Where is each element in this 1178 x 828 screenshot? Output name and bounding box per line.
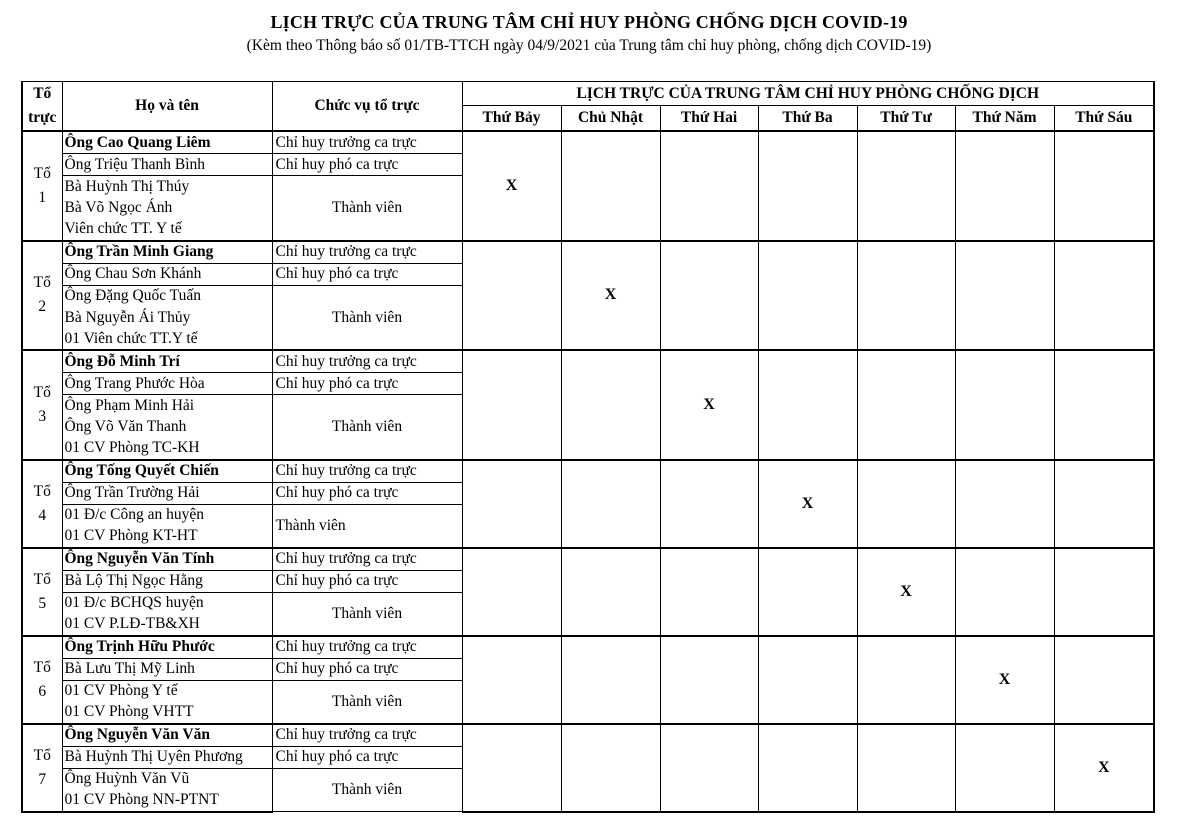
members-role: Thành viên bbox=[272, 395, 462, 460]
schedule-cell bbox=[462, 131, 561, 241]
to-truc-label: Tổ bbox=[33, 482, 51, 500]
schedule-cell bbox=[462, 724, 561, 812]
member-name: Bà Nguyễn Ái Thủy bbox=[62, 307, 272, 329]
duty-mark: X bbox=[900, 582, 912, 600]
duty-schedule-table bbox=[21, 81, 1155, 813]
table-row bbox=[22, 350, 1154, 373]
schedule-cell bbox=[1054, 724, 1154, 812]
member-name: Ông Đặng Quốc Tuấn bbox=[62, 285, 272, 307]
schedule-cell bbox=[758, 131, 857, 241]
deputy-role: Chỉ huy phó ca trực bbox=[272, 570, 462, 592]
to-truc-number: 4 bbox=[38, 506, 47, 524]
lead-role: Chỉ huy trưởng ca trực bbox=[272, 724, 462, 747]
members-role: Thành viên bbox=[272, 768, 462, 812]
schedule-cell bbox=[955, 350, 1054, 460]
lead-name: Ông Nguyễn Văn Tính bbox=[62, 548, 272, 571]
to-truc-number: 7 bbox=[38, 770, 47, 788]
member-name: Viên chức TT. Y tế bbox=[62, 219, 272, 241]
schedule-cell bbox=[955, 636, 1054, 724]
header-day-thu-hai: Thứ Hai bbox=[660, 106, 758, 131]
schedule-cell bbox=[857, 241, 955, 351]
schedule-cell bbox=[660, 724, 758, 812]
schedule-cell bbox=[561, 350, 660, 460]
duty-mark: X bbox=[801, 494, 814, 512]
deputy-role: Chỉ huy phó ca trực bbox=[272, 482, 462, 504]
schedule-cell bbox=[1054, 350, 1154, 460]
lead-role: Chỉ huy trưởng ca trực bbox=[272, 548, 462, 571]
member-name: 01 Đ/c Công an huyện bbox=[62, 504, 272, 526]
schedule-cell bbox=[660, 241, 758, 351]
header-day-thu-ba: Thứ Ba bbox=[758, 106, 857, 131]
member-name: 01 CV Phòng Y tế bbox=[62, 680, 272, 702]
member-name: Ông Võ Văn Thanh bbox=[62, 416, 272, 438]
to-truc-label: Tổ bbox=[33, 746, 51, 764]
to-truc-cell bbox=[22, 724, 62, 812]
member-name: Ông Phạm Minh Hải bbox=[62, 395, 272, 417]
schedule-cell bbox=[1054, 241, 1154, 351]
schedule-cell bbox=[462, 350, 561, 460]
deputy-role: Chỉ huy phó ca trực bbox=[272, 373, 462, 395]
header-to-truc-line-1: Tổ bbox=[33, 85, 52, 102]
lead-role: Chỉ huy trưởng ca trực bbox=[272, 241, 462, 264]
lead-name: Ông Trần Minh Giang bbox=[62, 241, 272, 264]
to-truc-cell bbox=[22, 131, 62, 241]
table-row bbox=[22, 131, 1154, 154]
schedule-cell bbox=[462, 548, 561, 636]
schedule-cell bbox=[462, 460, 561, 548]
to-truc-label: Tổ bbox=[33, 164, 51, 182]
schedule-cell bbox=[857, 724, 955, 812]
schedule-cell bbox=[955, 131, 1054, 241]
schedule-cell bbox=[955, 241, 1054, 351]
schedule-cell bbox=[660, 460, 758, 548]
header-to-truc bbox=[22, 82, 62, 132]
to-truc-cell bbox=[22, 636, 62, 724]
lead-role: Chỉ huy trưởng ca trực bbox=[272, 460, 462, 483]
deputy-name: Ông Trang Phước Hòa bbox=[62, 373, 272, 395]
schedule-cell bbox=[660, 350, 758, 460]
lead-name: Ông Cao Quang Liêm bbox=[62, 131, 272, 154]
schedule-cell bbox=[1054, 131, 1154, 241]
schedule-cell bbox=[660, 548, 758, 636]
members-role: Thành viên bbox=[272, 592, 462, 636]
to-truc-label: Tổ bbox=[33, 274, 51, 292]
header-row-top bbox=[22, 82, 1154, 106]
lead-role: Chỉ huy trưởng ca trực bbox=[272, 350, 462, 373]
schedule-cell bbox=[660, 131, 758, 241]
members-role: Thành viên bbox=[272, 285, 462, 350]
header-schedule-group: LỊCH TRỰC CỦA TRUNG TÂM CHỈ HUY PHÒNG CHỐNG DỊCH bbox=[462, 82, 1154, 106]
members-role: Thành viên bbox=[272, 680, 462, 724]
member-name: 01 CV P.LĐ-TB&XH bbox=[62, 614, 272, 636]
header-day-thu-tu: Thứ Tư bbox=[857, 106, 955, 131]
duty-mark: X bbox=[505, 176, 518, 194]
schedule-cell bbox=[758, 241, 857, 351]
header-chuc-vu: Chức vụ tổ trực bbox=[272, 82, 462, 132]
schedule-cell bbox=[660, 636, 758, 724]
schedule-cell bbox=[955, 724, 1054, 812]
to-truc-label: Tổ bbox=[33, 383, 51, 401]
schedule-cell bbox=[955, 548, 1054, 636]
schedule-cell bbox=[758, 460, 857, 548]
deputy-name: Ông Trần Trường Hải bbox=[62, 482, 272, 504]
to-truc-number: 2 bbox=[38, 298, 47, 316]
to-truc-number: 1 bbox=[38, 188, 47, 206]
schedule-cell bbox=[561, 548, 660, 636]
member-name: Ông Huỳnh Văn Vũ bbox=[62, 768, 272, 790]
schedule-cell bbox=[561, 460, 660, 548]
schedule-cell bbox=[561, 724, 660, 812]
duty-mark: X bbox=[1097, 758, 1110, 776]
deputy-name: Bà Lộ Thị Ngọc Hằng bbox=[62, 570, 272, 592]
table-row bbox=[22, 241, 1154, 264]
lead-role: Chỉ huy trưởng ca trực bbox=[272, 636, 462, 659]
duty-mark: X bbox=[604, 286, 617, 304]
schedule-cell bbox=[1054, 548, 1154, 636]
table-row bbox=[22, 636, 1154, 659]
to-truc-number: 6 bbox=[38, 682, 47, 700]
to-truc-number: 5 bbox=[38, 594, 47, 612]
member-name: 01 Viên chức TT.Y tế bbox=[62, 328, 272, 350]
table-row bbox=[22, 460, 1154, 483]
schedule-cell bbox=[462, 636, 561, 724]
deputy-role: Chỉ huy phó ca trực bbox=[272, 746, 462, 768]
schedule-cell bbox=[561, 636, 660, 724]
schedule-cell bbox=[857, 350, 955, 460]
schedule-cell bbox=[561, 241, 660, 351]
member-name: Bà Huỳnh Thị Thúy bbox=[62, 176, 272, 198]
schedule-cell bbox=[1054, 636, 1154, 724]
document-title: LỊCH TRỰC CỦA TRUNG TÂM CHỈ HUY PHÒNG CHỐNG DỊCH COVID-19 bbox=[270, 12, 908, 32]
header-day-chu-nhat: Chủ Nhật bbox=[561, 106, 660, 131]
deputy-name: Bà Lưu Thị Mỹ Linh bbox=[62, 658, 272, 680]
header-day-thu-bay: Thứ Bảy bbox=[462, 106, 561, 131]
header-day-thu-sau: Thứ Sáu bbox=[1054, 106, 1154, 131]
to-truc-cell bbox=[22, 460, 62, 548]
deputy-role: Chỉ huy phó ca trực bbox=[272, 658, 462, 680]
member-name: Bà Võ Ngọc Ánh bbox=[62, 197, 272, 219]
member-name: 01 CV Phòng NN-PTNT bbox=[62, 790, 272, 812]
deputy-role: Chỉ huy phó ca trực bbox=[272, 154, 462, 176]
table-row bbox=[22, 724, 1154, 747]
schedule-cell bbox=[857, 131, 955, 241]
lead-name: Ông Tống Quyết Chiến bbox=[62, 460, 272, 483]
to-truc-cell bbox=[22, 350, 62, 460]
schedule-cell bbox=[955, 460, 1054, 548]
document-subtitle: (Kèm theo Thông báo số 01/TB-TTCH ngày 04/9/2021 của Trung tâm chỉ huy phòng, chống dịch COVID-19) bbox=[246, 37, 932, 54]
to-truc-label: Tổ bbox=[33, 658, 51, 676]
table-row bbox=[22, 548, 1154, 571]
schedule-cell bbox=[857, 460, 955, 548]
lead-role: Chỉ huy trưởng ca trực bbox=[272, 131, 462, 154]
schedule-cell bbox=[758, 350, 857, 460]
lead-name: Ông Đỗ Minh Trí bbox=[62, 350, 272, 373]
to-truc-cell bbox=[22, 241, 62, 351]
deputy-name: Ông Chau Sơn Khánh bbox=[62, 263, 272, 285]
member-name: 01 CV Phòng VHTT bbox=[62, 702, 272, 724]
lead-name: Ông Trịnh Hữu Phước bbox=[62, 636, 272, 659]
to-truc-label: Tổ bbox=[33, 570, 51, 588]
duty-mark: X bbox=[703, 395, 715, 413]
schedule-cell bbox=[462, 241, 561, 351]
deputy-name: Ông Triệu Thanh Bình bbox=[62, 154, 272, 176]
member-name: 01 CV Phòng KT-HT bbox=[62, 526, 272, 548]
to-truc-cell bbox=[22, 548, 62, 636]
duty-mark: X bbox=[998, 670, 1011, 688]
members-role: Thành viên bbox=[272, 504, 462, 548]
header-ho-va-ten: Họ và tên bbox=[62, 82, 272, 132]
members-role: Thành viên bbox=[272, 176, 462, 241]
schedule-cell bbox=[758, 636, 857, 724]
member-name: 01 CV Phòng TC-KH bbox=[62, 438, 272, 460]
to-truc-number: 3 bbox=[38, 407, 47, 425]
deputy-name: Bà Huỳnh Thị Uyên Phương bbox=[62, 746, 272, 768]
schedule-cell bbox=[857, 548, 955, 636]
schedule-cell bbox=[758, 724, 857, 812]
header-day-thu-nam: Thứ Năm bbox=[955, 106, 1054, 131]
schedule-cell bbox=[857, 636, 955, 724]
schedule-cell bbox=[561, 131, 660, 241]
lead-name: Ông Nguyễn Văn Văn bbox=[62, 724, 272, 747]
member-name: 01 Đ/c BCHQS huyện bbox=[62, 592, 272, 614]
schedule-cell bbox=[1054, 460, 1154, 548]
header-to-truc-line-2: trực bbox=[28, 109, 57, 126]
schedule-cell bbox=[758, 548, 857, 636]
deputy-role: Chỉ huy phó ca trực bbox=[272, 263, 462, 285]
